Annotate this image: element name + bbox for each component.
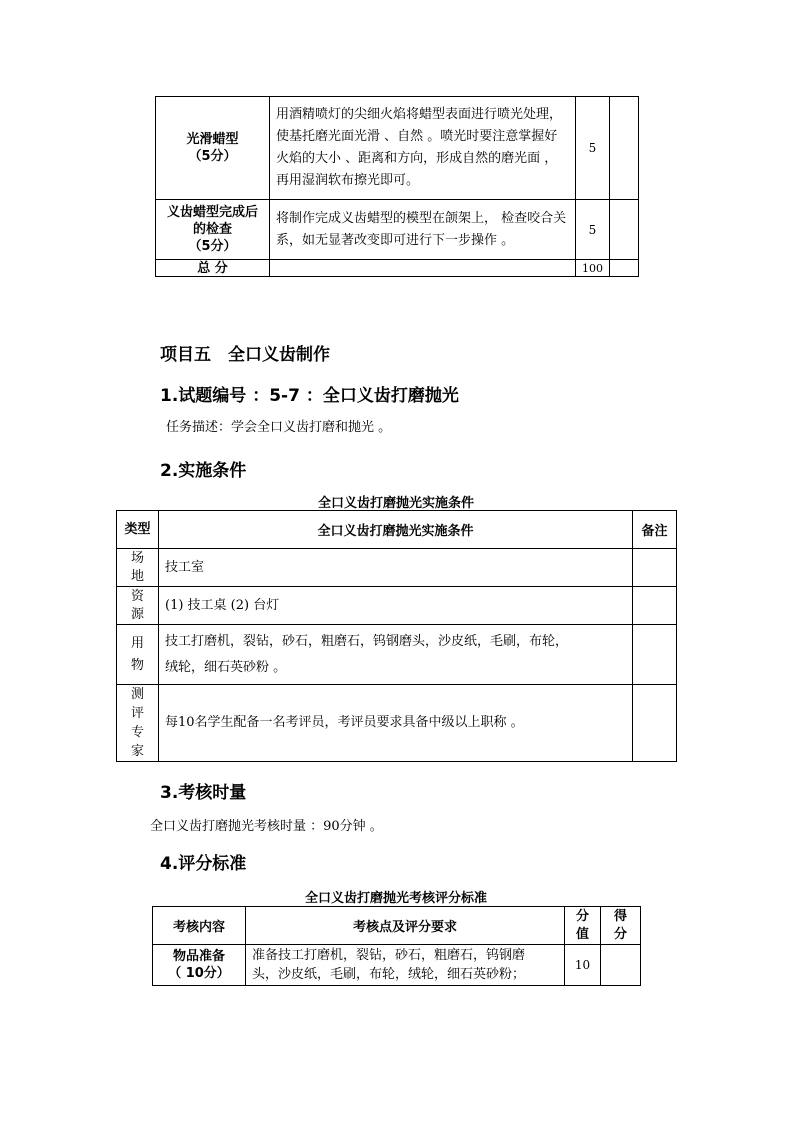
score-value: 5: [576, 200, 610, 260]
header-conditions: 全口义齿打磨抛光实施条件: [159, 511, 633, 549]
type-cell: 场 地: [117, 549, 159, 587]
exam-duration-text: 全口义齿打磨抛光考核时量 ：90分钟 。: [150, 819, 383, 834]
table-row: [156, 97, 639, 200]
header-content: 考核内容: [153, 907, 246, 945]
table-header-row: [153, 907, 641, 945]
header-type: 类型: [117, 511, 159, 549]
total-label: 总 分: [156, 260, 270, 277]
criterion-title: 物品准备 （ 10分）: [153, 945, 246, 986]
note-cell: [633, 625, 677, 685]
earned-score-cell: [601, 945, 641, 986]
total-text-cell: [270, 260, 576, 277]
total-row: [156, 260, 639, 277]
section1-heading: 1.试题编号 ：5-7 ：全口义齿打磨抛光: [160, 386, 459, 406]
table-row: [117, 625, 677, 685]
table-header-row: [117, 511, 677, 549]
scoring-standard-table: [152, 906, 641, 986]
header-got: 得 分: [601, 907, 641, 945]
earned-score-cell: [610, 97, 639, 200]
type-cell: 资 源: [117, 587, 159, 625]
header-points: 考核点及评分要求: [246, 907, 565, 945]
header-value: 分 值: [565, 907, 601, 945]
section3-heading: 3.考核时量: [160, 783, 247, 803]
criterion-title: 光滑蜡型 （5分）: [156, 97, 270, 200]
note-cell: [633, 587, 677, 625]
table-row: [117, 549, 677, 587]
scoring-table-continued: [155, 96, 639, 277]
table-row: [117, 587, 677, 625]
criterion-text: 用酒精喷灯的尖细火焰将蜡型表面进行喷光处理，使基托磨光面光滑 、自然 。喷光时要注意掌握好火焰的大小 、距离和方向，形成自然的磨光面 ，再用湿润软布擦光即可。: [270, 97, 576, 200]
total-score: 100: [576, 260, 610, 277]
conditions-table: [116, 510, 677, 762]
earned-score-cell: [610, 200, 639, 260]
condition-cell: (1) 技工桌 (2) 台灯: [159, 587, 633, 625]
note-cell: [633, 549, 677, 587]
criterion-text: 将制作完成义齿蜡型的模型在颌架上， 检查咬合关系，如无显著改变即可进行下一步操作 。: [270, 200, 576, 260]
type-cell: 用 物: [117, 625, 159, 685]
section2-heading: 2.实施条件: [160, 461, 247, 481]
condition-cell: 技工室: [159, 549, 633, 587]
scoring-table-caption: 全口义齿打磨抛光考核评分标准: [304, 891, 487, 906]
note-cell: [633, 685, 677, 762]
table-row: [153, 945, 641, 986]
total-earned-cell: [610, 260, 639, 277]
conditions-table-caption: 全口义齿打磨抛光实施条件: [317, 496, 474, 511]
condition-cell: 每10名学生配备一名考评员，考评员要求具备中级以上职称 。: [159, 685, 633, 762]
criterion-text: 准备技工打磨机，裂钻，砂石，粗磨石，钨钢磨 头，沙皮纸，毛刷，布轮，绒轮，细石英砂粉；: [246, 945, 565, 986]
project-heading: 项目五 全口义齿制作: [160, 345, 330, 365]
header-note: 备注: [633, 511, 677, 549]
table-row: [156, 200, 639, 260]
type-cell: 测 评 专 家: [117, 685, 159, 762]
score-value: 5: [576, 97, 610, 200]
section4-heading: 4.评分标准: [160, 854, 247, 874]
table-row: [117, 685, 677, 762]
task-description: 任务描述：学会全口义齿打磨和抛光 。: [166, 420, 392, 435]
condition-cell: 技工打磨机，裂钻，砂石，粗磨石，钨钢磨头，沙皮纸，毛刷，布轮， 绒轮，细石英砂粉 。: [159, 625, 633, 685]
score-value: 10: [565, 945, 601, 986]
criterion-title: 义齿蜡型完成后 的检查 （5分）: [156, 200, 270, 260]
